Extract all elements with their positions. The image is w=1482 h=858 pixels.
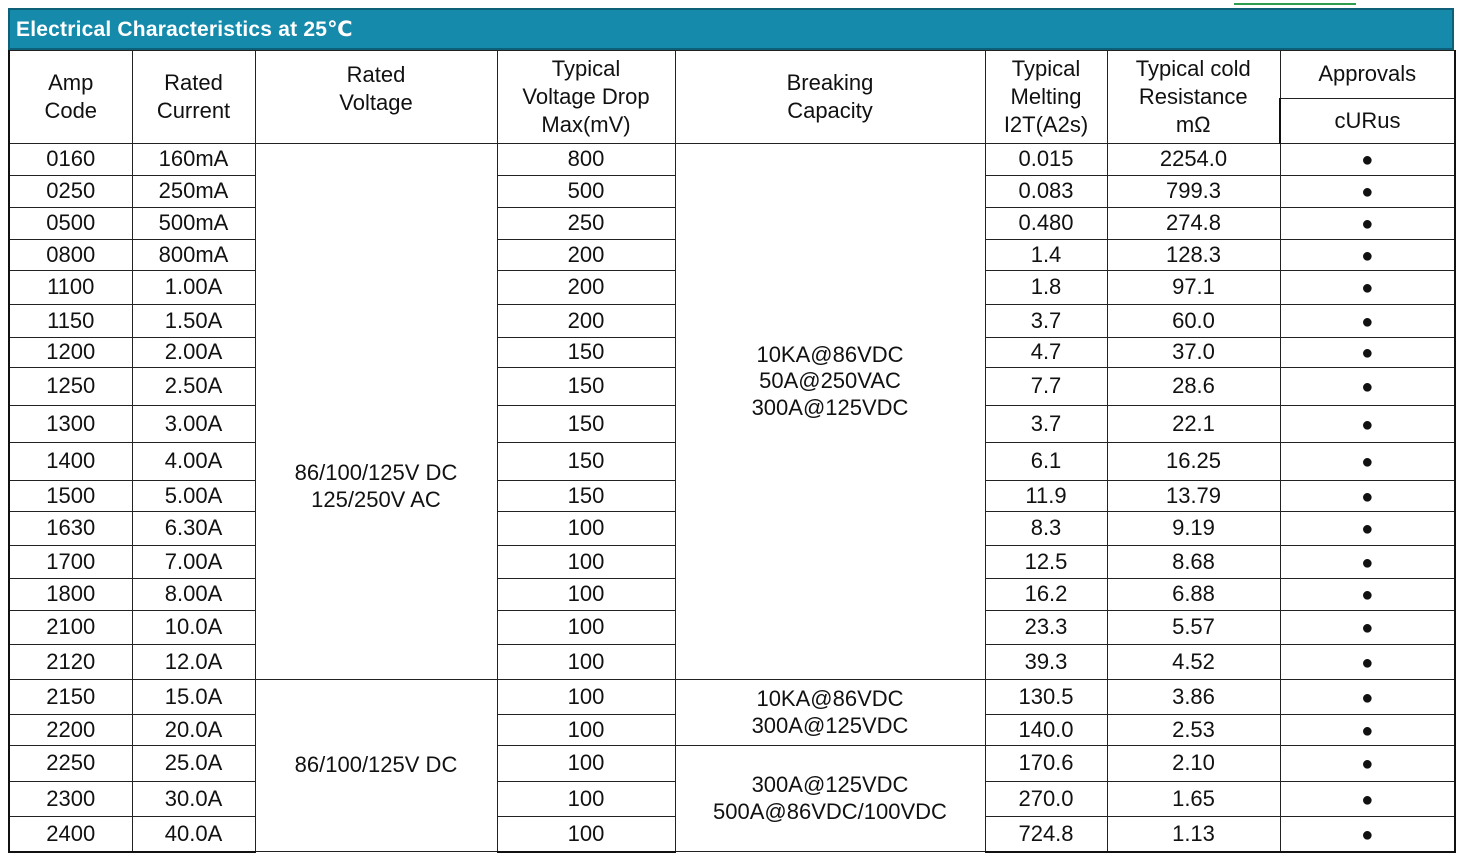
- cell-approval-curus: [1280, 817, 1455, 852]
- cell-melting-i2t: 0.015: [985, 144, 1107, 176]
- cell-voltage-drop: 100: [497, 645, 675, 680]
- cell-rated-current: 25.0A: [132, 746, 255, 782]
- title-bar: [8, 8, 1454, 50]
- cell-amp-code: 2100: [9, 611, 132, 645]
- header-text: Capacity: [787, 98, 873, 123]
- cell-amp-code: 1630: [9, 512, 132, 546]
- cell-melting-i2t: 39.3: [985, 645, 1107, 680]
- header-text: Code: [44, 98, 98, 123]
- header-rated-voltage: [255, 51, 497, 144]
- cell-melting-i2t: 0.480: [985, 208, 1107, 240]
- cell-approval-curus: [1280, 546, 1455, 579]
- cell-cold-resistance: 3.86: [1107, 680, 1280, 715]
- cell-amp-code: 1800: [9, 579, 132, 611]
- header-amp-code: [9, 51, 132, 144]
- approval-dot-icon: ●: [1361, 485, 1374, 508]
- decorative-top-line: [1234, 3, 1356, 5]
- header-voltage-drop: [497, 51, 675, 144]
- cell-melting-i2t: 6.1: [985, 443, 1107, 481]
- header-text: Rated: [346, 62, 406, 87]
- cell-amp-code: 2250: [9, 746, 132, 782]
- header-approvals-curus: cURus: [1280, 99, 1455, 144]
- section-title: Electrical Characteristics at 25℃: [16, 17, 353, 41]
- cell-melting-i2t: 16.2: [985, 579, 1107, 611]
- group-text-line: 500A@86VDC/100VDC: [713, 798, 947, 824]
- approval-dot-icon: ●: [1361, 551, 1374, 574]
- header-text: Typical: [551, 55, 621, 81]
- approval-dot-icon: ●: [1361, 342, 1374, 365]
- cell-rated-voltage-group: [255, 680, 497, 852]
- approval-dot-icon: ●: [1361, 518, 1374, 541]
- header-text: Voltage Drop: [522, 83, 650, 109]
- cell-amp-code: 0500: [9, 208, 132, 240]
- group-text-line: 10KA@86VDC: [756, 341, 904, 367]
- cell-voltage-drop: 100: [497, 579, 675, 611]
- approval-dot-icon: ●: [1361, 719, 1374, 742]
- header-text: Resistance: [1138, 83, 1248, 109]
- cell-amp-code: 1100: [9, 271, 132, 305]
- electrical-characteristics-table: [8, 50, 1456, 853]
- cell-breaking-capacity-group: [675, 680, 985, 746]
- header-text: Typical: [1011, 55, 1081, 81]
- cell-cold-resistance: 4.52: [1107, 645, 1280, 680]
- cell-voltage-drop: 150: [497, 443, 675, 481]
- cell-rated-current: 5.00A: [132, 481, 255, 512]
- table-body: [9, 144, 1455, 852]
- cell-approval-curus: [1280, 680, 1455, 715]
- header-text: Current: [156, 98, 231, 123]
- cell-voltage-drop: 200: [497, 240, 675, 271]
- cell-melting-i2t: 724.8: [985, 817, 1107, 852]
- cell-approval-curus: [1280, 406, 1455, 443]
- cell-melting-i2t: 1.4: [985, 240, 1107, 271]
- cell-melting-i2t: 270.0: [985, 782, 1107, 817]
- header-cold-resistance: [1107, 51, 1280, 144]
- cell-voltage-drop: 150: [497, 406, 675, 443]
- cell-cold-resistance: 2.53: [1107, 715, 1280, 746]
- cell-voltage-drop: 100: [497, 746, 675, 782]
- cell-voltage-drop: 100: [497, 680, 675, 715]
- cell-cold-resistance: 8.68: [1107, 546, 1280, 579]
- approval-dot-icon: ●: [1361, 149, 1374, 172]
- approval-dot-icon: ●: [1361, 451, 1374, 474]
- cell-breaking-capacity-group: [675, 746, 985, 852]
- cell-cold-resistance: 28.6: [1107, 368, 1280, 406]
- cell-cold-resistance: 1.13: [1107, 817, 1280, 852]
- group-text-line: 86/100/125V DC: [294, 460, 458, 486]
- approval-dot-icon: ●: [1361, 310, 1374, 333]
- cell-cold-resistance: 16.25: [1107, 443, 1280, 481]
- header-rated-current: [132, 51, 255, 144]
- cell-rated-current: 15.0A: [132, 680, 255, 715]
- cell-melting-i2t: 3.7: [985, 305, 1107, 338]
- cell-amp-code: 0250: [9, 176, 132, 208]
- approval-dot-icon: ●: [1361, 651, 1374, 674]
- cell-cold-resistance: 37.0: [1107, 338, 1280, 368]
- cell-cold-resistance: 60.0: [1107, 305, 1280, 338]
- cell-approval-curus: [1280, 715, 1455, 746]
- cell-cold-resistance: 2254.0: [1107, 144, 1280, 176]
- header-text: I2T(A2s): [1003, 112, 1089, 138]
- cell-rated-current: 160mA: [132, 144, 255, 176]
- cell-rated-current: 30.0A: [132, 782, 255, 817]
- cell-rated-current: 500mA: [132, 208, 255, 240]
- cell-voltage-drop: 250: [497, 208, 675, 240]
- table-row: [9, 746, 1455, 782]
- cell-amp-code: 2400: [9, 817, 132, 852]
- header-text: Typical cold: [1135, 55, 1251, 81]
- cell-cold-resistance: 5.57: [1107, 611, 1280, 645]
- cell-cold-resistance: 274.8: [1107, 208, 1280, 240]
- cell-rated-current: 1.50A: [132, 305, 255, 338]
- cell-rated-current: 4.00A: [132, 443, 255, 481]
- approval-dot-icon: ●: [1361, 753, 1374, 776]
- cell-cold-resistance: 22.1: [1107, 406, 1280, 443]
- cell-amp-code: 2120: [9, 645, 132, 680]
- header-melting-i2t: [985, 51, 1107, 144]
- header-text: Max(mV): [541, 112, 631, 138]
- approval-dot-icon: ●: [1361, 213, 1374, 236]
- cell-amp-code: 2150: [9, 680, 132, 715]
- cell-amp-code: 0800: [9, 240, 132, 271]
- cell-rated-current: 1.00A: [132, 271, 255, 305]
- cell-voltage-drop: 500: [497, 176, 675, 208]
- cell-melting-i2t: 140.0: [985, 715, 1107, 746]
- header-text: Breaking: [786, 69, 874, 95]
- cell-approval-curus: [1280, 240, 1455, 271]
- cell-approval-curus: [1280, 782, 1455, 817]
- cell-approval-curus: [1280, 208, 1455, 240]
- cell-amp-code: 0160: [9, 144, 132, 176]
- cell-approval-curus: [1280, 305, 1455, 338]
- cell-cold-resistance: 6.88: [1107, 579, 1280, 611]
- group-text-line: 86/100/125V DC: [294, 752, 458, 778]
- header-text: Melting: [1010, 83, 1082, 109]
- cell-melting-i2t: 23.3: [985, 611, 1107, 645]
- cell-rated-current: 250mA: [132, 176, 255, 208]
- cell-melting-i2t: 1.8: [985, 271, 1107, 305]
- cell-approval-curus: [1280, 481, 1455, 512]
- cell-voltage-drop: 100: [497, 512, 675, 546]
- cell-breaking-capacity-group: [675, 144, 985, 680]
- cell-amp-code: 1150: [9, 305, 132, 338]
- cell-approval-curus: [1280, 579, 1455, 611]
- cell-approval-curus: [1280, 611, 1455, 645]
- electrical-characteristics-section: [8, 8, 1454, 853]
- cell-rated-current: 6.30A: [132, 512, 255, 546]
- group-text-line: 50A@250VAC: [759, 368, 901, 394]
- cell-rated-current: 800mA: [132, 240, 255, 271]
- cell-rated-current: 10.0A: [132, 611, 255, 645]
- group-text-line: 300A@125VDC: [751, 394, 909, 420]
- cell-cold-resistance: 799.3: [1107, 176, 1280, 208]
- header-text: Amp: [48, 69, 94, 95]
- header-approvals: Approvals: [1280, 51, 1455, 99]
- cell-melting-i2t: 0.083: [985, 176, 1107, 208]
- cell-cold-resistance: 13.79: [1107, 481, 1280, 512]
- cell-voltage-drop: 100: [497, 782, 675, 817]
- cell-melting-i2t: 8.3: [985, 512, 1107, 546]
- group-text-line: 300A@125VDC: [751, 712, 909, 738]
- cell-voltage-drop: 150: [497, 338, 675, 368]
- header-breaking-capacity: [675, 51, 985, 144]
- cell-cold-resistance: 9.19: [1107, 512, 1280, 546]
- cell-rated-voltage-group: [255, 144, 497, 680]
- cell-approval-curus: [1280, 338, 1455, 368]
- cell-melting-i2t: 11.9: [985, 481, 1107, 512]
- cell-amp-code: 1400: [9, 443, 132, 481]
- cell-approval-curus: [1280, 512, 1455, 546]
- cell-approval-curus: [1280, 176, 1455, 208]
- cell-cold-resistance: 2.10: [1107, 746, 1280, 782]
- approval-dot-icon: ●: [1361, 823, 1374, 846]
- cell-melting-i2t: 130.5: [985, 680, 1107, 715]
- approval-dot-icon: ●: [1361, 244, 1374, 267]
- cell-rated-current: 12.0A: [132, 645, 255, 680]
- cell-amp-code: 1250: [9, 368, 132, 406]
- cell-rated-current: 20.0A: [132, 715, 255, 746]
- cell-rated-current: 7.00A: [132, 546, 255, 579]
- cell-amp-code: 2200: [9, 715, 132, 746]
- cell-voltage-drop: 100: [497, 611, 675, 645]
- cell-voltage-drop: 150: [497, 481, 675, 512]
- group-text-line: 10KA@86VDC: [756, 686, 904, 712]
- group-text-line: 125/250V AC: [311, 486, 441, 512]
- cell-approval-curus: [1280, 144, 1455, 176]
- cell-rated-current: 2.50A: [132, 368, 255, 406]
- cell-voltage-drop: 100: [497, 817, 675, 852]
- cell-voltage-drop: 200: [497, 305, 675, 338]
- header-text: mΩ: [1175, 112, 1211, 138]
- cell-approval-curus: [1280, 271, 1455, 305]
- cell-cold-resistance: 97.1: [1107, 271, 1280, 305]
- cell-voltage-drop: 100: [497, 546, 675, 579]
- cell-melting-i2t: 4.7: [985, 338, 1107, 368]
- cell-amp-code: 1300: [9, 406, 132, 443]
- approval-dot-icon: ●: [1361, 617, 1374, 640]
- cell-amp-code: 2300: [9, 782, 132, 817]
- cell-melting-i2t: 12.5: [985, 546, 1107, 579]
- cell-rated-current: 8.00A: [132, 579, 255, 611]
- cell-voltage-drop: 100: [497, 715, 675, 746]
- approval-dot-icon: ●: [1361, 788, 1374, 811]
- cell-approval-curus: [1280, 746, 1455, 782]
- cell-rated-current: 3.00A: [132, 406, 255, 443]
- approval-dot-icon: ●: [1361, 181, 1374, 204]
- cell-voltage-drop: 800: [497, 144, 675, 176]
- cell-cold-resistance: 1.65: [1107, 782, 1280, 817]
- cell-approval-curus: [1280, 443, 1455, 481]
- approval-dot-icon: ●: [1361, 277, 1374, 300]
- approval-dot-icon: ●: [1361, 376, 1374, 399]
- cell-melting-i2t: 3.7: [985, 406, 1107, 443]
- table-row: [9, 144, 1455, 176]
- cell-voltage-drop: 200: [497, 271, 675, 305]
- cell-melting-i2t: 170.6: [985, 746, 1107, 782]
- cell-amp-code: 1200: [9, 338, 132, 368]
- cell-cold-resistance: 128.3: [1107, 240, 1280, 271]
- cell-approval-curus: [1280, 368, 1455, 406]
- table-row: [9, 680, 1455, 715]
- cell-voltage-drop: 150: [497, 368, 675, 406]
- cell-amp-code: 1700: [9, 546, 132, 579]
- approval-dot-icon: ●: [1361, 686, 1374, 709]
- header-text: Voltage: [339, 90, 413, 116]
- group-text-line: 300A@125VDC: [751, 772, 909, 798]
- approval-dot-icon: ●: [1361, 413, 1374, 436]
- cell-rated-current: 2.00A: [132, 338, 255, 368]
- cell-rated-current: 40.0A: [132, 817, 255, 852]
- header-text: Rated: [164, 69, 223, 95]
- approval-dot-icon: ●: [1361, 584, 1374, 607]
- cell-amp-code: 1500: [9, 481, 132, 512]
- cell-approval-curus: [1280, 645, 1455, 680]
- cell-melting-i2t: 7.7: [985, 368, 1107, 406]
